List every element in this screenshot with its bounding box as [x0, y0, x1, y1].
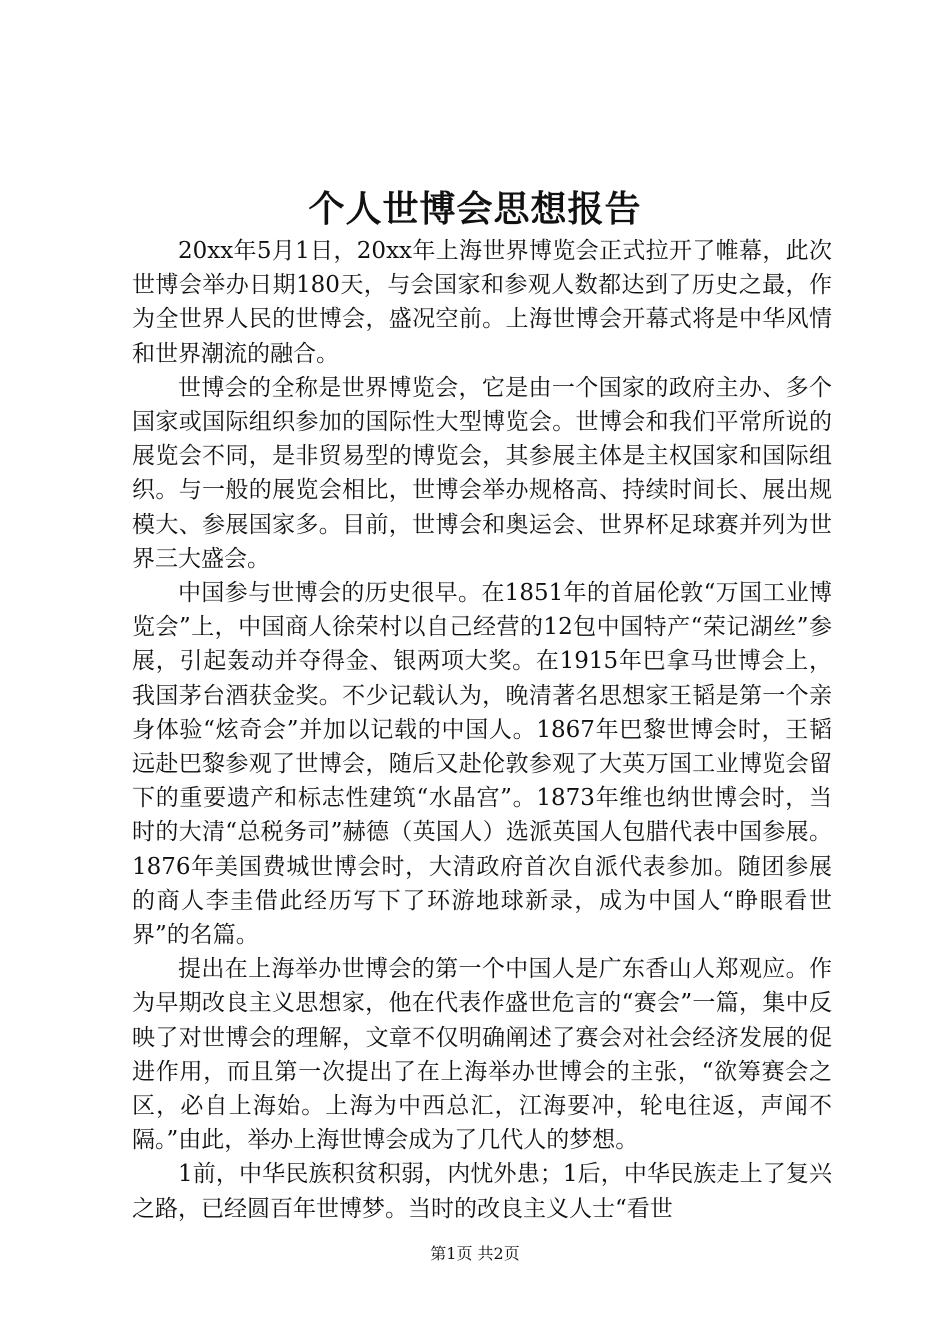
- paragraph-2: 世博会的全称是世界博览会，它是由一个国家的政府主办、多个国家或国际组织参加的国际性大型博览会。世博会和我们平常所说的展览会不同，是非贸易型的博览会，其参展主体是主权国家和国际组织。与一般的展览会相比，世博会举办规格高、持续时间长、展出规模大、参展国家多。目前，世博会和奥运会、世界杯足球赛并列为世界三大盛会。: [132, 374, 832, 572]
- document-title: 个人世博会思想报告: [308, 188, 642, 230]
- paragraph-5: 1前，中华民族积贫积弱，内忧外患；1后，中华民族走上了复兴之路，已经圆百年世博梦。当时的改良主义人士“看世: [132, 1161, 832, 1222]
- paragraph-4: 提出在上海举办世博会的第一个中国人是广东香山人郑观应。作为早期改良主义思想家，他在代表作盛世危言的“赛会”一篇，集中反映了对世博会的理解，文章不仅明确阐述了赛会对社会经济发展的促进作用，而且第一次提出了在上海举办世博会的主张，“欲筹赛会之区，必自上海始。上海为中西总汇，江海要冲，轮电往返，声闻不隔。”由此，举办上海世博会成为了几代人的梦想。: [132, 956, 832, 1154]
- paragraph-3: 中国参与世博会的历史很早。在1851年的首届伦敦“万国工业博览会”上，中国商人徐荣村以自己经营的12包中国特产“荣记湖丝”参展，引起轰动并夺得金、银两项大奖。在1915年巴拿马世博会上，我国茅台酒获金奖。不少记载认为，晚清著名思想家王韬是第一个亲身体验“炫奇会”并加以记载的中国人。1867年巴黎世博会时，王韬远赴巴黎参观了世博会，随后又赴伦敦参观了大英万国工业博览会留下的重要遗产和标志性建筑“水晶宫”。1873年维也纳世博会时，当时的大清“总税务司”赫德（英国人）选派英国人包腊代表中国参展。1876年美国费城世博会时，大清政府首次自派代表参加。随团参展的商人李圭借此经历写下了环游地球新录，成为中国人“睁眼看世界”的名篇。: [132, 580, 832, 949]
- paragraph-1: 20xx年5月1日，20xx年上海世界博览会正式拉开了帷幕，此次世博会举办日期180天，与会国家和参观人数都达到了历史之最，作为全世界人民的世博会，盛况空前。上海世博会开幕式将是中华风情和世界潮流的融合。: [132, 238, 832, 367]
- document-body: [132, 234, 832, 1226]
- page-footer: 第1页 共2页: [430, 1244, 520, 1263]
